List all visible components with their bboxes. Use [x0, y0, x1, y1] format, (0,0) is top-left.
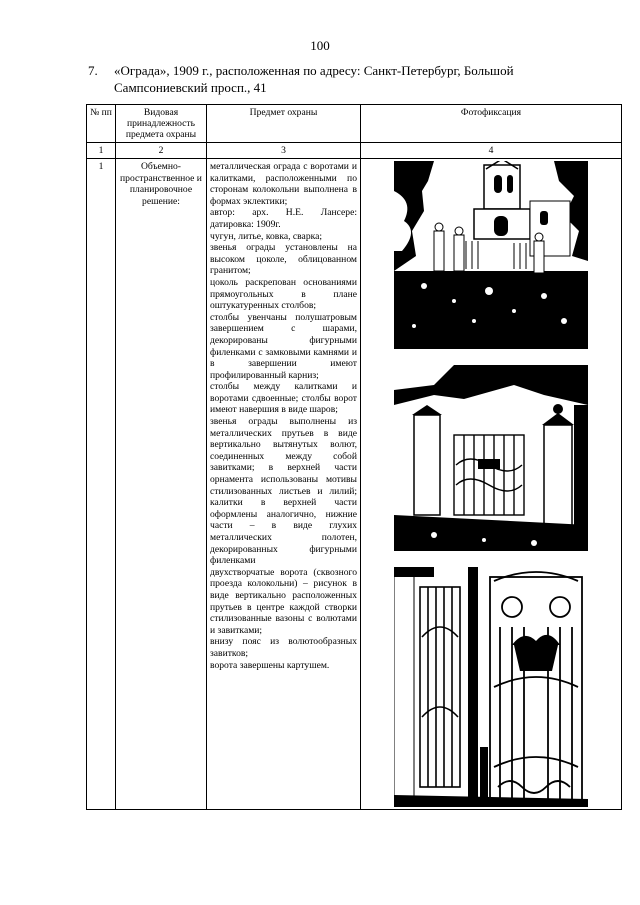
section-heading — [88, 62, 558, 96]
subject-line: двухстворчатые ворота (сквозного проезда колокольни) – рисунок в виде вертикально расположенных прутьев в центре каждой створки стилизованные вазоны с волютами и завитками; — [210, 566, 357, 636]
page-number: 100 — [310, 38, 330, 53]
protection-table — [86, 104, 622, 810]
subject-line: автор: арх. Н.Е. Лансере: датировка: 1909г. — [210, 207, 357, 230]
subject-line: столбы между калитками и воротами сдвоенные; столбы ворот имеют навершия в виде шаров; — [210, 381, 357, 416]
header-cell-number: № пп — [87, 105, 116, 143]
item-number: 7. — [88, 63, 98, 78]
row-number: 1 — [87, 159, 116, 810]
photo-fence-pillars-gate — [394, 365, 588, 551]
subject-line: металлическая ограда с воротами и калитками, расположенными по сторонам колокольни выполнена в формах эклектики; — [210, 161, 357, 207]
header-row — [87, 105, 622, 143]
photo-wrought-iron-gate-closeup — [394, 567, 588, 807]
table-row — [87, 159, 622, 810]
index-row — [87, 143, 622, 159]
index-cell: 3 — [207, 143, 361, 159]
header-cell-subject: Предмет охраны — [207, 105, 361, 143]
subject-line: ворота завершены картушем. — [210, 659, 330, 671]
subject-line: звенья ограды выполнены из металлических прутьев в виде вертикально вытянутых волют, соединенных между собой завитками; в верхней части орнамента использованы мотивы стилизованных листьев и лилий; калитки в верхней части оформлены аналогично, нижние части – в виде глухих металлических полотен, декорированных фигурными филенками — [210, 416, 357, 567]
header-cell-kind: Видовая принадлежность предмета охраны — [116, 105, 207, 143]
index-cell: 1 — [87, 143, 116, 159]
heading-line-2: Сампсониевский просп., 41 — [114, 80, 267, 95]
subject-line: цоколь раскрепован основаниями прямоугольных в плане оштукатуренных столбов; — [210, 276, 357, 312]
index-cell: 2 — [116, 143, 207, 159]
subject-line: звенья ограды установлены на высоком цоколе, облицованном гранитом; — [210, 242, 357, 277]
subject-line: столбы увенчаны полушатровым завершением с шарами, декорированы фигурными филенками с замковыми камнями и в завершении имеют профилированный карниз; — [210, 311, 357, 381]
heading-line-1: «Ограда», 1909 г., расположенная по адресу: Санкт-Петербург, Большой — [114, 63, 514, 78]
subject-line: внизу пояс из волютообразных завитков; — [210, 636, 357, 659]
index-cell: 4 — [361, 143, 622, 159]
row-kind: Объемно-пространственное и планировочное решение: — [116, 159, 207, 810]
row-subject — [207, 159, 361, 810]
photo-church-bell-tower-fence — [394, 161, 588, 349]
row-photos — [361, 159, 622, 810]
subject-line: чугун, литье, ковка, сварка; — [210, 230, 323, 242]
header-cell-photo: Фотофиксация — [361, 105, 622, 143]
